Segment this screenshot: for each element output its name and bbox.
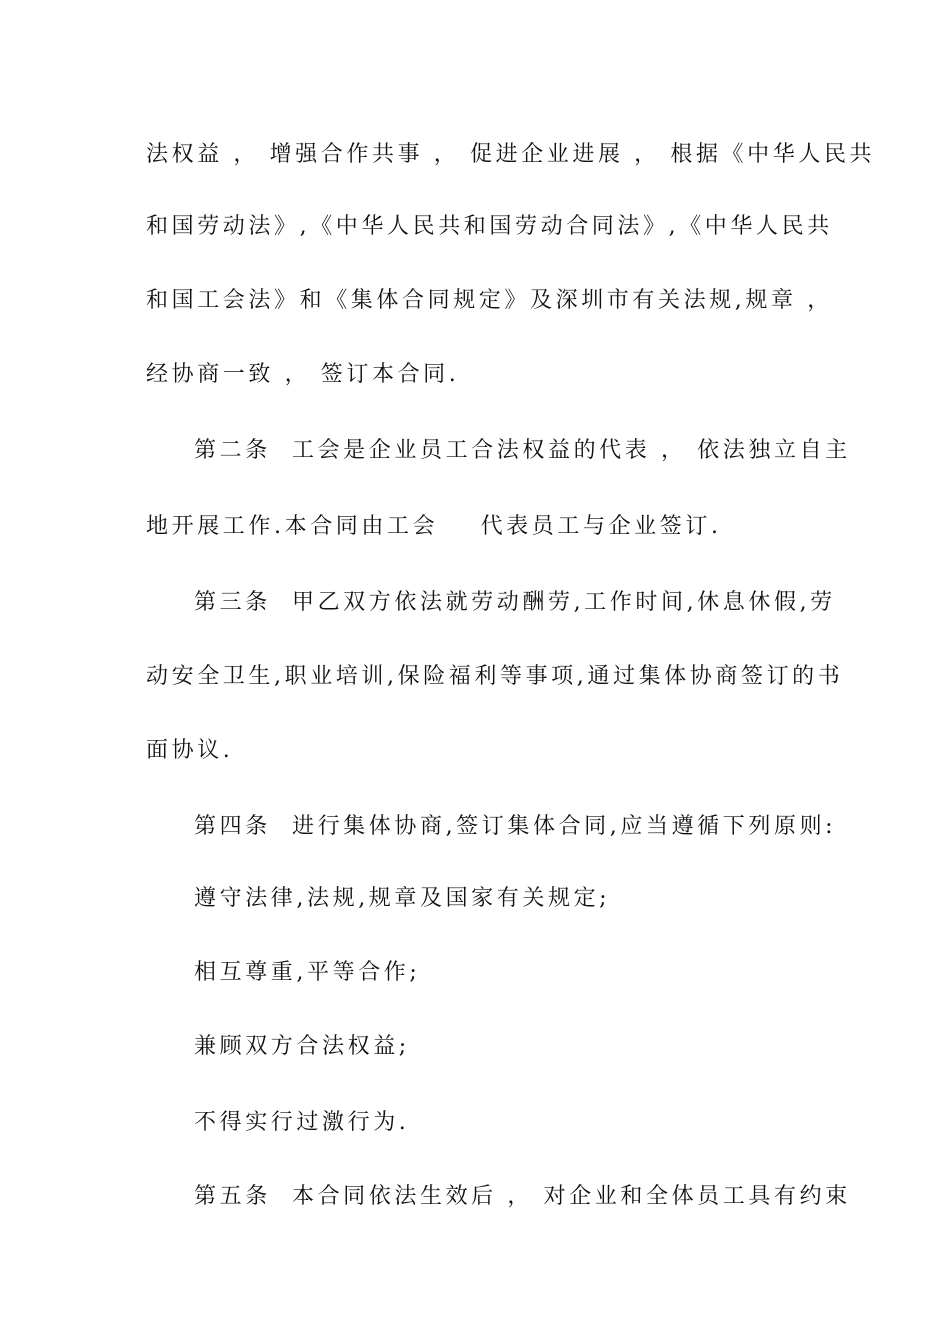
text-line: 和国劳动法》,《中华人民共和国劳动合同法》,《中华人民共 — [146, 214, 833, 239]
article-5-heading-line: 第五条 本合同依法生效后 ， 对企业和全体员工具有约束 — [194, 1184, 851, 1209]
principle-item: 相互尊重,平等合作; — [194, 960, 421, 985]
article-4-heading-line: 第四条 进行集体协商,签订集体合同,应当遵循下列原则: — [194, 814, 837, 839]
text-line: 和国工会法》和《集体合同规定》及深圳市有关法规,规章 ， — [146, 288, 833, 313]
principle-item: 兼顾双方合法权益; — [194, 1034, 410, 1059]
principle-item: 不得实行过激行为. — [194, 1110, 410, 1135]
text-line: 经协商一致 ， 签订本合同. — [146, 362, 460, 387]
principle-item: 遵守法律,法规,规章及国家有关规定; — [194, 886, 611, 911]
text-line: 动安全卫生,职业培训,保险福利等事项,通过集体协商签订的书 — [146, 664, 844, 689]
article-2-heading-line: 第二条 工会是企业员工合法权益的代表 ， 依法独立自主 — [194, 438, 851, 463]
article-3-heading-line: 第三条 甲乙双方依法就劳动酬劳,工作时间,休息休假,劳 — [194, 590, 836, 615]
text-line: 法权益 ， 增强合作共事 ， 促进企业进展 ， 根据《中华人民共 — [146, 142, 876, 167]
text-line: 面协议. — [146, 738, 234, 763]
text-line: 地开展工作.本合同由工会 代表员工与企业签订. — [146, 514, 722, 539]
